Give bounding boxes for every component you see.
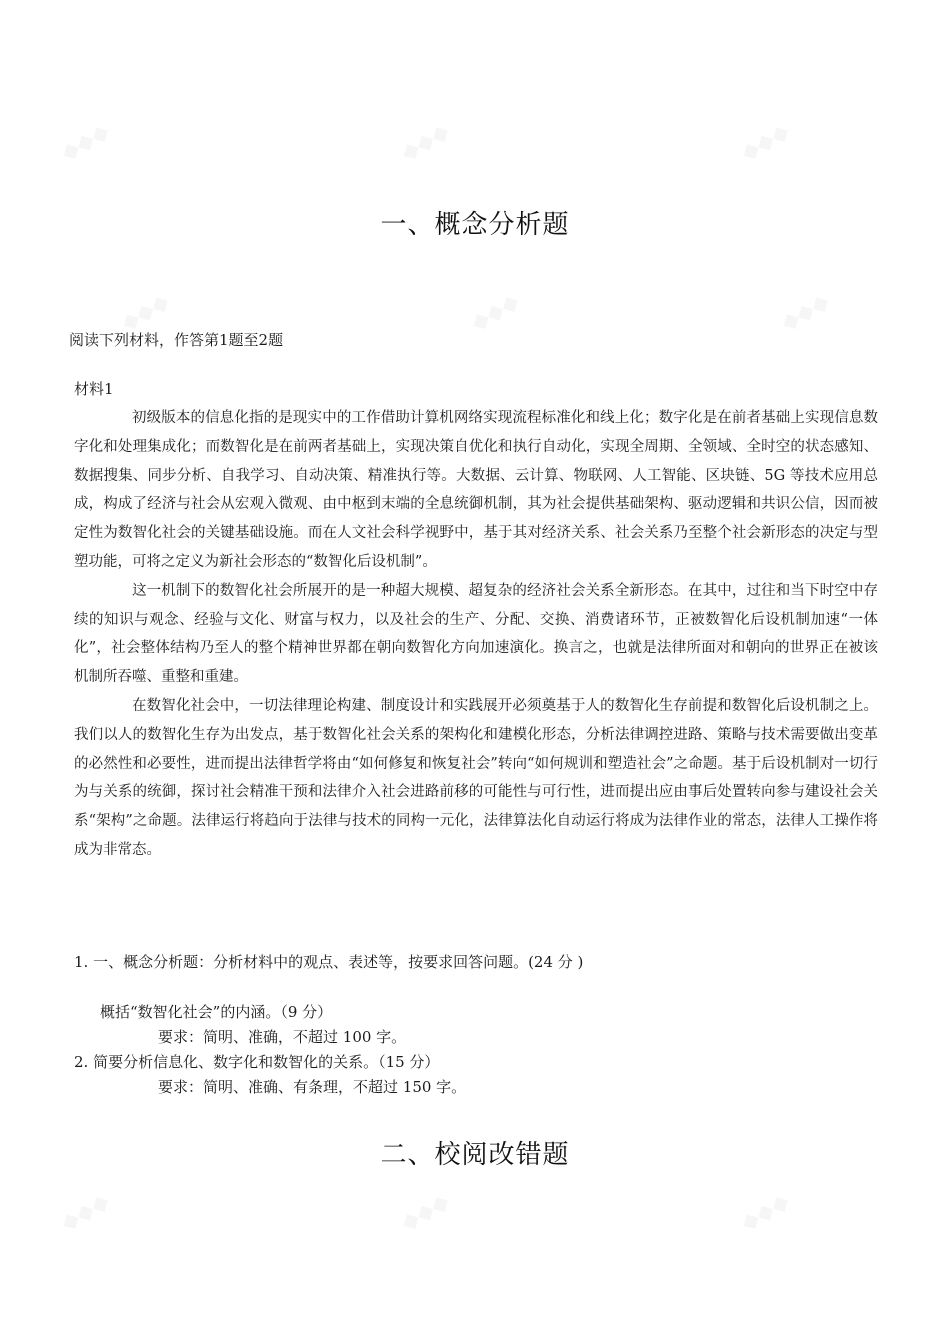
section2-title: 二、校阅改错题 xyxy=(380,1140,570,1170)
watermark-mark xyxy=(737,1189,793,1236)
material-text xyxy=(74,404,878,865)
watermark-mark xyxy=(57,1189,113,1236)
watermark-mark xyxy=(467,289,523,336)
question-1-prompt: 概括“数智化社会”的内涵。（9 分） xyxy=(100,1003,333,1021)
watermark-mark xyxy=(397,1189,453,1236)
question-1-requirement: 要求：简明、准确，不超过 100 字。 xyxy=(158,1028,407,1046)
reading-instruction: 阅读下列材料，作答第1题至2题 xyxy=(69,331,284,349)
question-2: 2. 简要分析信息化、数字化和数智化的关系。（15 分） xyxy=(74,1053,440,1071)
material-label: 材料1 xyxy=(74,380,114,398)
watermark-mark xyxy=(57,119,113,166)
question-2-requirement: 要求：简明、准确、有条理，不超过 150 字。 xyxy=(158,1078,467,1096)
watermark-mark xyxy=(777,289,833,336)
question-1: 1. 一、概念分析题：分析材料中的观点、表述等，按要求回答问题。(24 分 ) xyxy=(74,953,584,971)
material-paragraph-1: 初级版本的信息化指的是现实中的工作借助计算机网络实现流程标准化和线上化；数字化是在前者基础上实现信息数字化和处理集成化；而数智化是在前两者基础上，实现决策自优化和执行自动化，实现全周期、全领域、全时空的状态感知、数据搜集、同步分析、自我学习、自动决策、精准执行等。大数据、云计算、物联网、人工智能、区块链、5G 等技术应用总成，构成了经济与社会从宏观入微观、由中枢到末端的全息统御机制，其为社会提供基础架构、驱动逻辑和共识公信，因而被定性为数智化社会的关键基础设施。而在人文社会科学视野中，基于其对经济关系、社会关系乃至整个社会新形态的决定与型塑功能，可将之定义为新社会形态的“数智化后设机制”。 xyxy=(74,410,878,570)
material-paragraph-3: 在数智化社会中，一切法律理论构建、制度设计和实践展开必须奠基于人的数智化生存前提和数智化后设机制之上。我们以人的数智化生存为出发点，基于数智化社会关系的架构化和建模化形态，分析法律调控进路、策略与技术需要做出变革的必然性和必要性，进而提出法律哲学将由“如何修复和恢复社会”转向“如何规训和塑造社会”之命题。基于后设机制对一切行为与关系的统御，探讨社会精准干预和法律介入社会进路前移的可能性与可行性，进而提出应由事后处置转向参与建设社会关系“架构”之命题。法律运行将趋向于法律与技术的同构一元化，法律算法化自动运行将成为法律作业的常态，法律人工操作将成为非常态。 xyxy=(74,697,878,858)
watermark-mark xyxy=(397,119,453,166)
watermark-mark xyxy=(737,119,793,166)
material-paragraph-2: 这一机制下的数智化社会所展开的是一种超大规模、超复杂的经济社会关系全新形态。在其中，过往和当下时空中存续的知识与观念、经验与文化、财富与权力，以及社会的生产、分配、交换、消费诸环节，正被数智化后设机制加速“一体化”，社会整体结构乃至人的整个精神世界都在朝向数智化方向加速演化。换言之，也就是法律所面对和朝向的世界正在被该机制所吞噬、重整和重建。 xyxy=(74,582,878,686)
section1-title: 一、概念分析题 xyxy=(380,210,570,240)
